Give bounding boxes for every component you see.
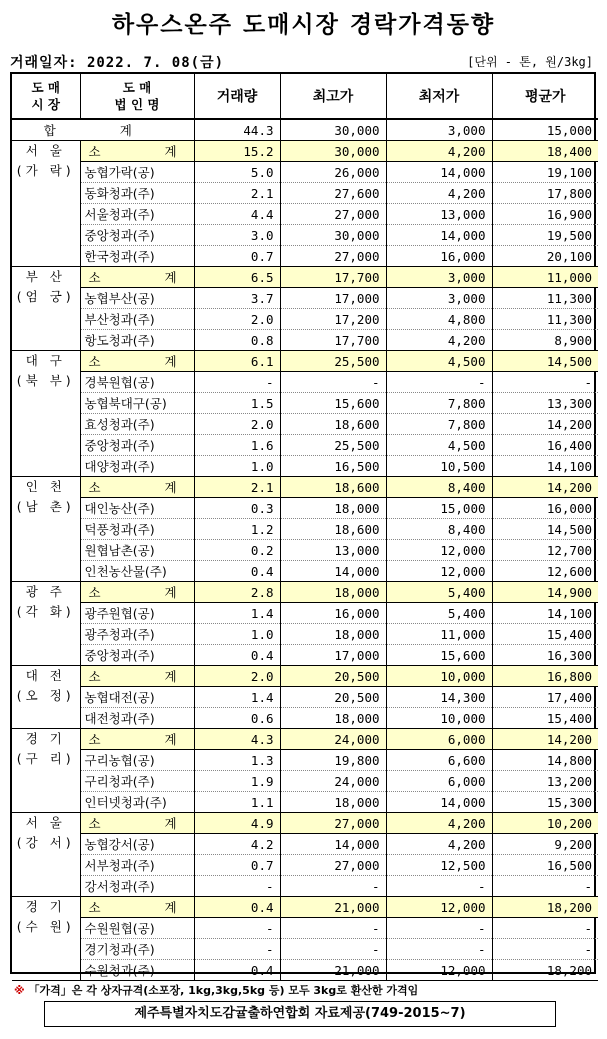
subtotal-max: 27,000: [280, 813, 386, 834]
subtotal-max: 17,700: [280, 267, 386, 288]
subtotal-label: 소 계: [80, 729, 194, 750]
market-region-cell: [12, 813, 80, 897]
row-avg: 16,500: [492, 855, 598, 876]
subtotal-min: 4,500: [386, 351, 492, 372]
row-min: 12,000: [386, 561, 492, 582]
row-min: 6,000: [386, 771, 492, 792]
market-region-cell: [12, 141, 80, 267]
subtotal-volume: 15.2: [194, 141, 280, 162]
row-volume: 0.4: [194, 960, 280, 981]
trade-date: 거래일자: 2022. 7. 08(금): [10, 55, 225, 71]
row-min: 12,000: [386, 540, 492, 561]
corp-name: 대전청과(주): [80, 708, 194, 729]
row-min: 10,500: [386, 456, 492, 477]
market-city: 광 주: [25, 584, 66, 599]
row-avg: 16,000: [492, 498, 598, 519]
subtotal-volume: 0.4: [194, 897, 280, 918]
row-avg: 13,200: [492, 771, 598, 792]
corp-name: 인천농산물(주): [80, 561, 194, 582]
subtotal-row: [12, 813, 598, 834]
row-avg: 12,600: [492, 561, 598, 582]
row-volume: 1.4: [194, 687, 280, 708]
table-row: [12, 960, 598, 981]
row-max: 27,000: [280, 855, 386, 876]
row-volume: 0.4: [194, 561, 280, 582]
row-min: -: [386, 939, 492, 960]
corp-name: 강서청과(주): [80, 876, 194, 897]
row-avg: 8,900: [492, 330, 598, 351]
row-volume: 4.2: [194, 834, 280, 855]
row-volume: -: [194, 876, 280, 897]
row-avg: 17,400: [492, 687, 598, 708]
corp-name: 대양청과(주): [80, 456, 194, 477]
row-volume: 0.4: [194, 645, 280, 666]
row-max: 27,000: [280, 246, 386, 267]
row-avg: 18,200: [492, 960, 598, 981]
table-row: [12, 708, 598, 729]
footnote: [14, 982, 418, 998]
table-row: [12, 540, 598, 561]
subtotal-avg: 10,200: [492, 813, 598, 834]
row-min: 15,600: [386, 645, 492, 666]
market-region-cell: [12, 267, 80, 351]
market-city: 대 전: [25, 668, 66, 683]
row-volume: 1.5: [194, 393, 280, 414]
table-row: [12, 645, 598, 666]
subtotal-avg: 18,200: [492, 897, 598, 918]
corp-name: 농협부산(공): [80, 288, 194, 309]
subtotal-row: [12, 729, 598, 750]
row-avg: 11,300: [492, 288, 598, 309]
corp-name: 구리농협(공): [80, 750, 194, 771]
row-volume: 1.1: [194, 792, 280, 813]
row-volume: 3.0: [194, 225, 280, 246]
subtotal-label: 소 계: [80, 582, 194, 603]
subtotal-max: 20,500: [280, 666, 386, 687]
table-row: [12, 792, 598, 813]
subtotal-label: 소 계: [80, 141, 194, 162]
table-row: [12, 435, 598, 456]
subtotal-row: [12, 267, 598, 288]
subtotal-max: 21,000: [280, 897, 386, 918]
subtotal-max: 24,000: [280, 729, 386, 750]
corp-name: 동화청과(주): [80, 183, 194, 204]
subtotal-label: 소 계: [80, 267, 194, 288]
table-row: [12, 246, 598, 267]
row-max: 19,800: [280, 750, 386, 771]
subtotal-avg: 14,200: [492, 729, 598, 750]
table-row: [12, 771, 598, 792]
table-body: [12, 119, 598, 981]
row-max: 14,000: [280, 561, 386, 582]
market-district: (수 원): [16, 919, 75, 934]
table-row: [12, 687, 598, 708]
table-row: [12, 456, 598, 477]
table-row: [12, 204, 598, 225]
market-city: 부 산: [25, 269, 66, 284]
row-min: 4,500: [386, 435, 492, 456]
market-region-cell: [12, 477, 80, 582]
subtotal-volume: 2.8: [194, 582, 280, 603]
row-min: -: [386, 372, 492, 393]
row-min: 4,200: [386, 834, 492, 855]
corp-name: 덕풍청과(주): [80, 519, 194, 540]
subtotal-label: 소 계: [80, 477, 194, 498]
header-region-line2: 시 장: [31, 97, 60, 112]
table-row: [12, 288, 598, 309]
table-row: [12, 519, 598, 540]
corp-name: 인터넷청과(주): [80, 792, 194, 813]
corp-name: 원협남촌(공): [80, 540, 194, 561]
row-volume: 0.8: [194, 330, 280, 351]
grand-total-min: 3,000: [386, 119, 492, 141]
row-avg: 16,300: [492, 645, 598, 666]
row-volume: 1.6: [194, 435, 280, 456]
row-max: 18,000: [280, 708, 386, 729]
header-min: 최저가: [386, 74, 492, 119]
row-volume: 1.3: [194, 750, 280, 771]
row-volume: 5.0: [194, 162, 280, 183]
row-avg: 14,100: [492, 456, 598, 477]
row-min: 4,800: [386, 309, 492, 330]
row-avg: 14,800: [492, 750, 598, 771]
row-avg: 19,100: [492, 162, 598, 183]
row-avg: -: [492, 939, 598, 960]
market-city: 경 기: [25, 731, 66, 746]
row-min: 4,200: [386, 183, 492, 204]
row-min: -: [386, 918, 492, 939]
market-city: 대 구: [25, 353, 66, 368]
subtotal-max: 18,600: [280, 477, 386, 498]
row-avg: -: [492, 918, 598, 939]
row-max: -: [280, 876, 386, 897]
table-row: [12, 939, 598, 960]
row-volume: -: [194, 372, 280, 393]
corp-name: 농협대전(공): [80, 687, 194, 708]
row-max: 24,000: [280, 771, 386, 792]
row-max: 17,000: [280, 645, 386, 666]
price-table: [10, 72, 596, 978]
row-avg: 15,300: [492, 792, 598, 813]
market-district: (오 정): [16, 688, 75, 703]
subtotal-avg: 18,400: [492, 141, 598, 162]
note-mark: ※: [14, 984, 25, 997]
row-max: 16,500: [280, 456, 386, 477]
row-max: 17,200: [280, 309, 386, 330]
table-row: [12, 918, 598, 939]
subtotal-row: [12, 351, 598, 372]
row-min: 11,000: [386, 624, 492, 645]
row-volume: 1.9: [194, 771, 280, 792]
corp-name: 수원청과(주): [80, 960, 194, 981]
row-min: 14,000: [386, 225, 492, 246]
table-row: [12, 372, 598, 393]
market-district: (강 서): [16, 835, 75, 850]
row-volume: 0.3: [194, 498, 280, 519]
corp-name: 대인농산(주): [80, 498, 194, 519]
subtotal-volume: 4.3: [194, 729, 280, 750]
row-avg: 14,200: [492, 414, 598, 435]
row-max: 18,000: [280, 498, 386, 519]
subtotal-label: 소 계: [80, 813, 194, 834]
row-min: 3,000: [386, 288, 492, 309]
table-row: [12, 330, 598, 351]
row-min: 12,500: [386, 855, 492, 876]
row-volume: 4.4: [194, 204, 280, 225]
row-min: 14,000: [386, 162, 492, 183]
row-volume: 3.7: [194, 288, 280, 309]
row-max: 20,500: [280, 687, 386, 708]
row-volume: 1.0: [194, 624, 280, 645]
subtotal-avg: 11,000: [492, 267, 598, 288]
table-row: [12, 414, 598, 435]
row-max: 17,000: [280, 288, 386, 309]
grand-total-max: 30,000: [280, 119, 386, 141]
market-city: 경 기: [25, 899, 66, 914]
row-max: 13,000: [280, 540, 386, 561]
table-row: [12, 855, 598, 876]
row-max: 18,000: [280, 624, 386, 645]
market-region-cell: [12, 351, 80, 477]
table-row: [12, 225, 598, 246]
corp-name: 농협강서(공): [80, 834, 194, 855]
subtotal-min: 8,400: [386, 477, 492, 498]
subtotal-row: [12, 582, 598, 603]
corp-name: 서부청과(주): [80, 855, 194, 876]
table-row: [12, 834, 598, 855]
row-min: 4,200: [386, 330, 492, 351]
row-max: 27,000: [280, 204, 386, 225]
subtotal-label: 소 계: [80, 666, 194, 687]
corp-name: 서울청과(주): [80, 204, 194, 225]
row-volume: 0.7: [194, 246, 280, 267]
market-city: 인 천: [25, 479, 66, 494]
row-min: -: [386, 876, 492, 897]
corp-name: 광주청과(주): [80, 624, 194, 645]
market-district: (구 리): [16, 751, 75, 766]
market-district: (엄 궁): [16, 289, 75, 304]
corp-name: 경북원협(공): [80, 372, 194, 393]
header-corp-line1: 도 매: [122, 80, 152, 95]
row-volume: 1.4: [194, 603, 280, 624]
row-avg: 13,300: [492, 393, 598, 414]
grand-total-volume: 44.3: [194, 119, 280, 141]
header-volume: 거래량: [194, 74, 280, 119]
row-volume: 2.0: [194, 309, 280, 330]
corp-name: 광주원협(공): [80, 603, 194, 624]
market-region-cell: [12, 729, 80, 813]
table-row: [12, 750, 598, 771]
subtotal-avg: 14,200: [492, 477, 598, 498]
corp-name: 한국청과(주): [80, 246, 194, 267]
subtotal-label: 소 계: [80, 897, 194, 918]
table-row: [12, 309, 598, 330]
corp-name: 중앙청과(주): [80, 225, 194, 246]
row-volume: 2.1: [194, 183, 280, 204]
subtotal-min: 12,000: [386, 897, 492, 918]
subtotal-volume: 6.1: [194, 351, 280, 372]
market-district: (북 부): [16, 373, 75, 388]
row-max: 15,600: [280, 393, 386, 414]
row-volume: 1.0: [194, 456, 280, 477]
market-city: 서 울: [25, 815, 66, 830]
row-max: 30,000: [280, 225, 386, 246]
subtotal-volume: 4.9: [194, 813, 280, 834]
note-text: 「가격」은 각 상자규격(소포장, 1kg,3kg,5kg 등) 모두 3kg로 환산한 가격임: [28, 984, 419, 997]
table-row: [12, 162, 598, 183]
row-max: -: [280, 918, 386, 939]
row-min: 5,400: [386, 603, 492, 624]
corp-name: 항도청과(주): [80, 330, 194, 351]
row-max: 18,600: [280, 414, 386, 435]
row-avg: 17,800: [492, 183, 598, 204]
row-max: 17,700: [280, 330, 386, 351]
row-avg: -: [492, 876, 598, 897]
row-min: 13,000: [386, 204, 492, 225]
source-credit: 제주특별자치도감귤출하연합회 자료제공(749-2015~7): [44, 1001, 556, 1027]
corp-name: 수원원협(공): [80, 918, 194, 939]
unit-label: [단위 - 톤, 원/3kg]: [467, 55, 593, 69]
subtotal-min: 10,000: [386, 666, 492, 687]
subtotal-min: 4,200: [386, 141, 492, 162]
market-district: (가 락): [16, 163, 75, 178]
corp-name: 부산청과(주): [80, 309, 194, 330]
row-avg: 16,900: [492, 204, 598, 225]
row-min: 16,000: [386, 246, 492, 267]
row-min: 14,300: [386, 687, 492, 708]
row-max: -: [280, 939, 386, 960]
subtotal-min: 6,000: [386, 729, 492, 750]
table-header-row: [12, 74, 598, 119]
table-row: [12, 603, 598, 624]
subtotal-volume: 2.0: [194, 666, 280, 687]
row-avg: 14,500: [492, 519, 598, 540]
subtotal-min: 5,400: [386, 582, 492, 603]
market-region-cell: [12, 666, 80, 729]
row-min: 6,600: [386, 750, 492, 771]
corp-name: 경기청과(주): [80, 939, 194, 960]
row-avg: 12,700: [492, 540, 598, 561]
row-max: 21,000: [280, 960, 386, 981]
row-max: 16,000: [280, 603, 386, 624]
header-corp-line2: 법 인 명: [114, 97, 160, 112]
table-row: [12, 624, 598, 645]
row-volume: 0.6: [194, 708, 280, 729]
subtotal-row: [12, 897, 598, 918]
subtotal-volume: 2.1: [194, 477, 280, 498]
row-max: 14,000: [280, 834, 386, 855]
row-max: 25,500: [280, 435, 386, 456]
row-max: 18,000: [280, 792, 386, 813]
corp-name: 중앙청과(주): [80, 645, 194, 666]
row-avg: 19,500: [492, 225, 598, 246]
subtotal-max: 30,000: [280, 141, 386, 162]
subtotal-row: [12, 477, 598, 498]
subtotal-avg: 14,900: [492, 582, 598, 603]
subtotal-row: [12, 666, 598, 687]
row-avg: 14,100: [492, 603, 598, 624]
row-min: 12,000: [386, 960, 492, 981]
row-max: 26,000: [280, 162, 386, 183]
header-region: [12, 74, 80, 119]
row-max: 27,600: [280, 183, 386, 204]
row-volume: 0.2: [194, 540, 280, 561]
row-avg: 9,200: [492, 834, 598, 855]
market-city: 서 울: [25, 143, 66, 158]
table-row: [12, 561, 598, 582]
table-row: [12, 498, 598, 519]
row-min: 14,000: [386, 792, 492, 813]
row-avg: 15,400: [492, 708, 598, 729]
page-title: 하우스온주 도매시장 경락가격동향: [111, 12, 496, 38]
table-row: [12, 183, 598, 204]
table-row: [12, 393, 598, 414]
corp-name: 구리청과(주): [80, 771, 194, 792]
row-volume: 0.7: [194, 855, 280, 876]
row-min: 7,800: [386, 414, 492, 435]
market-district: (남 촌): [16, 499, 75, 514]
subtotal-volume: 6.5: [194, 267, 280, 288]
corp-name: 농협북대구(공): [80, 393, 194, 414]
subtotal-max: 25,500: [280, 351, 386, 372]
row-avg: 20,100: [492, 246, 598, 267]
subtotal-row: [12, 141, 598, 162]
row-volume: 2.0: [194, 414, 280, 435]
subtotal-avg: 16,800: [492, 666, 598, 687]
grand-total-label: 합 계: [12, 119, 194, 141]
subtotal-min: 4,200: [386, 813, 492, 834]
market-region-cell: [12, 897, 80, 981]
table-row: [12, 876, 598, 897]
header-region-line1: 도 매: [31, 80, 60, 95]
subtotal-min: 3,000: [386, 267, 492, 288]
header-avg: 평균가: [492, 74, 598, 119]
corp-name: 효성청과(주): [80, 414, 194, 435]
subtotal-max: 18,000: [280, 582, 386, 603]
row-avg: -: [492, 372, 598, 393]
header-max: 최고가: [280, 74, 386, 119]
row-max: 18,600: [280, 519, 386, 540]
grand-total-row: [12, 119, 598, 141]
row-volume: -: [194, 918, 280, 939]
subtotal-avg: 14,500: [492, 351, 598, 372]
row-min: 15,000: [386, 498, 492, 519]
market-district: (각 화): [16, 604, 75, 619]
subtotal-label: 소 계: [80, 351, 194, 372]
corp-name: 중앙청과(주): [80, 435, 194, 456]
row-max: -: [280, 372, 386, 393]
row-avg: 11,300: [492, 309, 598, 330]
header-corp: [80, 74, 194, 119]
grand-total-avg: 15,000: [492, 119, 598, 141]
corp-name: 농협가락(공): [80, 162, 194, 183]
row-avg: 15,400: [492, 624, 598, 645]
row-min: 7,800: [386, 393, 492, 414]
market-region-cell: [12, 582, 80, 666]
row-volume: -: [194, 939, 280, 960]
row-volume: 1.2: [194, 519, 280, 540]
row-min: 8,400: [386, 519, 492, 540]
row-min: 10,000: [386, 708, 492, 729]
row-avg: 16,400: [492, 435, 598, 456]
